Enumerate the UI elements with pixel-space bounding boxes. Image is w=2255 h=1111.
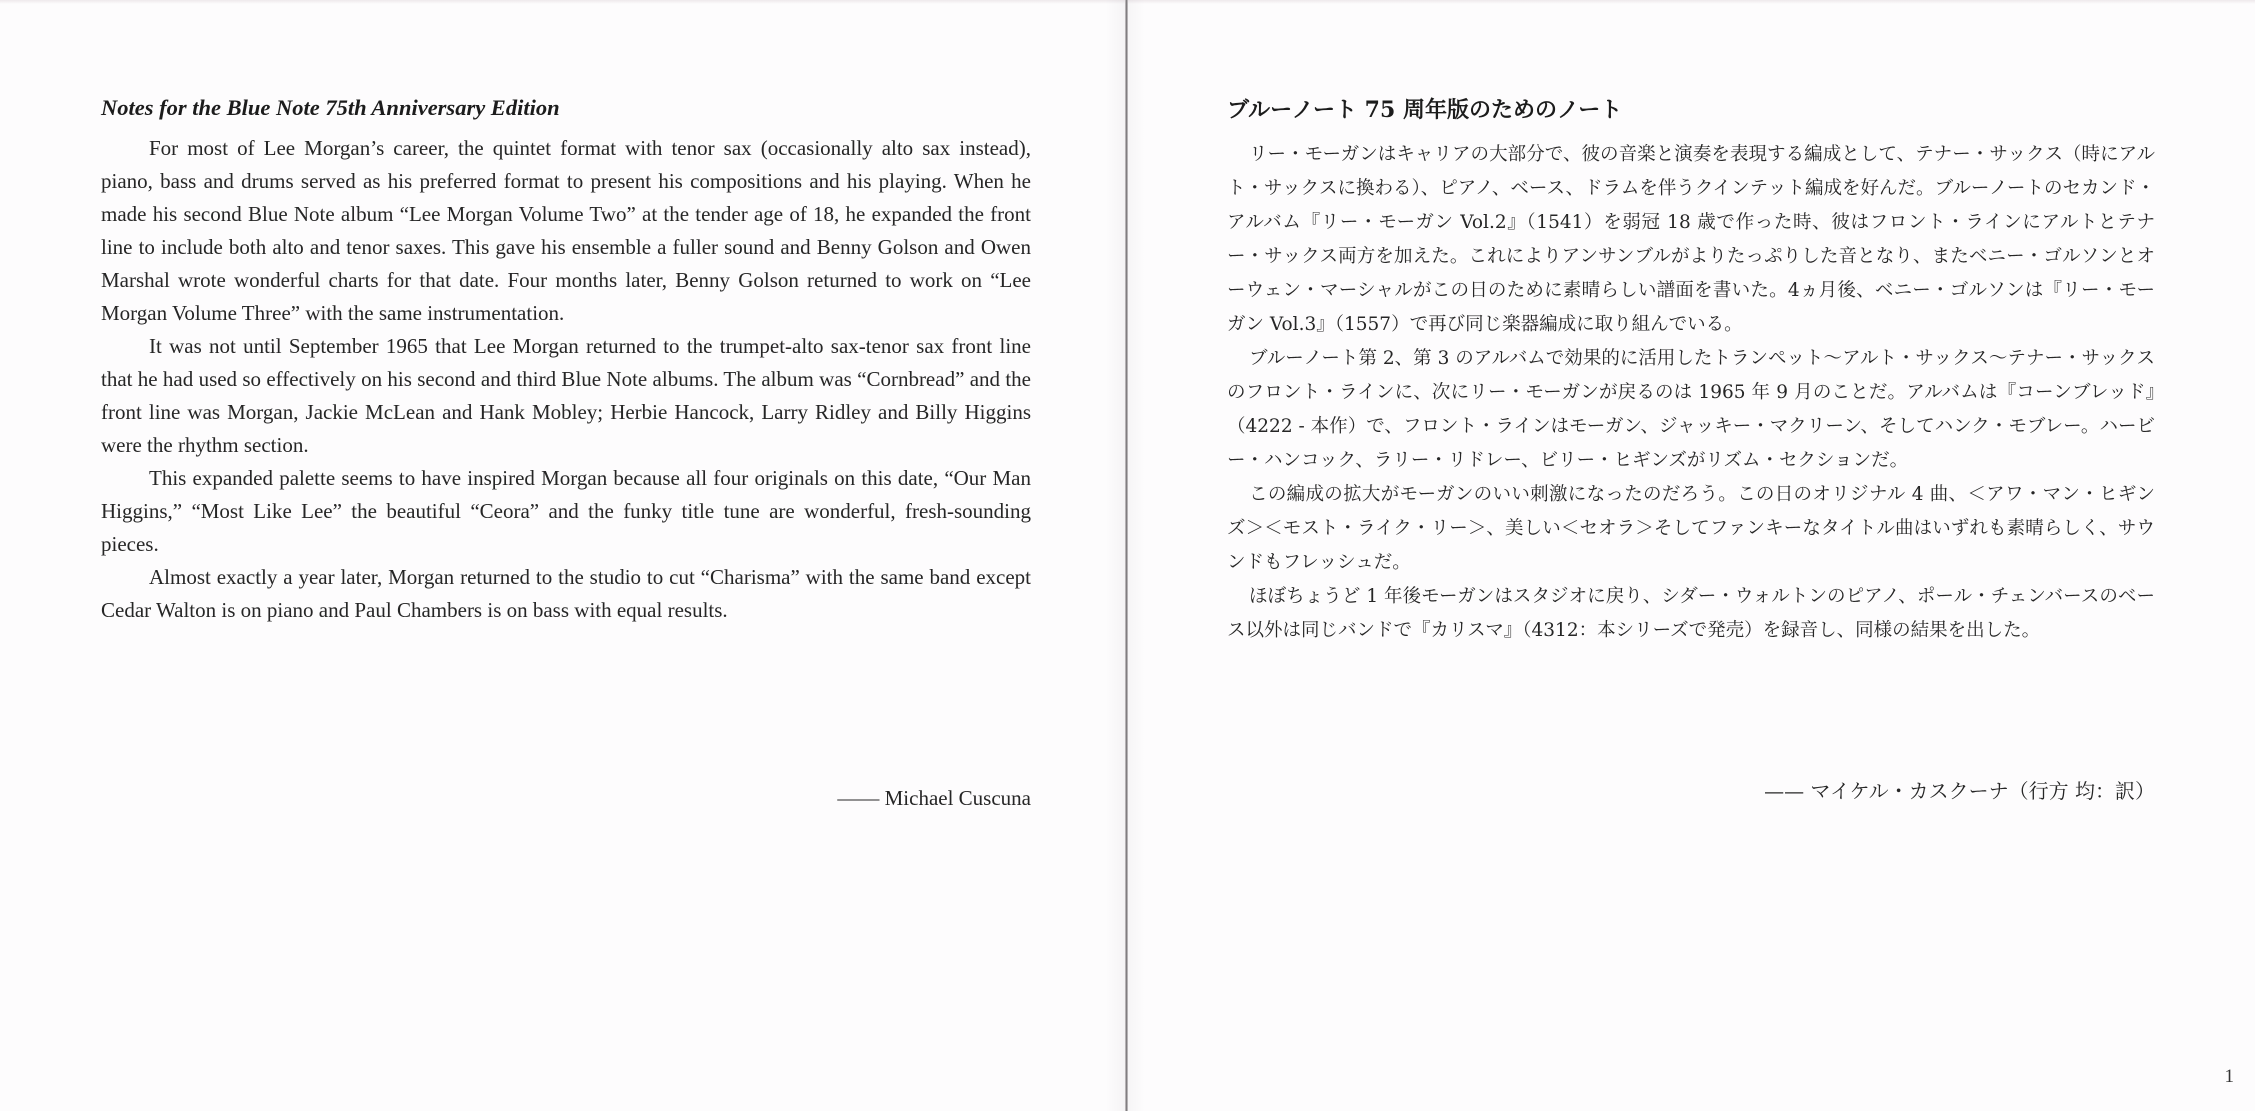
japanese-paragraph-4: ほぼちょうど 1 年後モーガンはスタジオに戻り、シダー・ウォルトンのピアノ、ポール・チェンバースのベース以外は同じバンドで『カリスマ』（4312：本シリーズで発売）を録音し、同様の結果を出した。	[1227, 586, 2155, 641]
japanese-paragraph-3: この編成の拡大がモーガンのいい刺激になったのだろう。この日のオリジナル 4 曲、＜アワ・マン・ヒギンズ＞＜モスト・ライク・リー＞、美しい＜セオラ＞そしてファンキーなタイトル曲はいずれも素晴らしく、サウンドもフレッシュだ。	[1227, 484, 2155, 573]
english-paragraph-2: It was not until September 1965 that Lee Morgan returned to the trumpet-alto sax-tenor sax front line that he had used so effectively on his second and third Blue Note albums. The album was “Cornbread” and the front line was Morgan, Jackie McLean and Hank Mobley; Herbie Hancock, Larry Ridley and Billy Higgins were the rhythm section.	[101, 334, 1031, 457]
japanese-signature: —— マイケル・カスクーナ（行方 均：訳）	[1764, 779, 2155, 803]
right-page	[1128, 0, 2255, 1111]
english-signature: —— Michael Cuscuna	[837, 786, 1031, 810]
left-page	[0, 0, 1125, 1111]
english-paragraph-3: This expanded palette seems to have inspired Morgan because all four originals on this date, “Our Man Higgins,” “Most Like Lee” the beautiful “Ceora” and the funky title tune are wonderful, fresh-sounding pieces.	[101, 466, 1031, 556]
page-number: 1	[2224, 1066, 2234, 1087]
english-paragraph-1: For most of Lee Morgan’s career, the quintet format with tenor sax (occasionally alto sax instead), piano, bass and drums served as his preferred format to present his compositions and his playing. When he made his second Blue Note album “Lee Morgan Volume Two” at the tender age of 18, he expanded the front line to include both alto and tenor saxes. This gave his ensemble a fuller sound and Benny Golson and Owen Marshal wrote wonderful charts for that date. Four months later, Benny Golson returned to work on “Lee Morgan Volume Three” with the same instrumentation.	[101, 136, 1031, 325]
japanese-paragraph-1: リー・モーガンはキャリアの大部分で、彼の音楽と演奏を表現する編成として、テナー・サックス（時にアルト・サックスに換わる）、ピアノ、ベース、ドラムを伴うクインテット編成を好んだ。ブルーノートのセカンド・アルバム『リー・モーガン Vol.2』（1541）を弱冠 18 歳で作った時、彼はフロント・ラインにアルトとテナー・サックス両方を加えた。これによりアンサンブルがよりたっぷりした音となり、またベニー・ゴルソンとオーウェン・マーシャルがこの日のために素晴らしい譜面を書いた。4ヵ月後、ベニー・ゴルソンは『リー・モーガン Vol.3』（1557）で再び同じ楽器編成に取り組んでいる。	[1227, 144, 2155, 335]
japanese-notes	[1227, 94, 2155, 803]
japanese-title: ブルーノート 75 周年版のためのノート	[1227, 97, 1623, 123]
english-notes	[101, 92, 1031, 810]
japanese-paragraph-2: ブルーノート第 2、第 3 のアルバムで効果的に活用したトランペット〜アルト・サックス〜テナー・サックスのフロント・ラインに、次にリー・モーガンが戻るのは 1965 年 9 月のことだ。アルバムは『コーンブレッド』（4222 - 本作）で、フロント・ラインはモーガン、ジャッキー・マクリーン、そしてハンク・モブレー。ハービー・ハンコック、ラリー・リドレー、ビリー・ヒギンズがリズム・セクションだ。	[1227, 348, 2155, 471]
english-title: Notes for the Blue Note 75th Anniversary Edition	[101, 95, 560, 120]
english-paragraph-4: Almost exactly a year later, Morgan returned to the studio to cut “Charisma” with the same band except Cedar Walton is on piano and Paul Chambers is on bass with equal results.	[101, 565, 1031, 622]
